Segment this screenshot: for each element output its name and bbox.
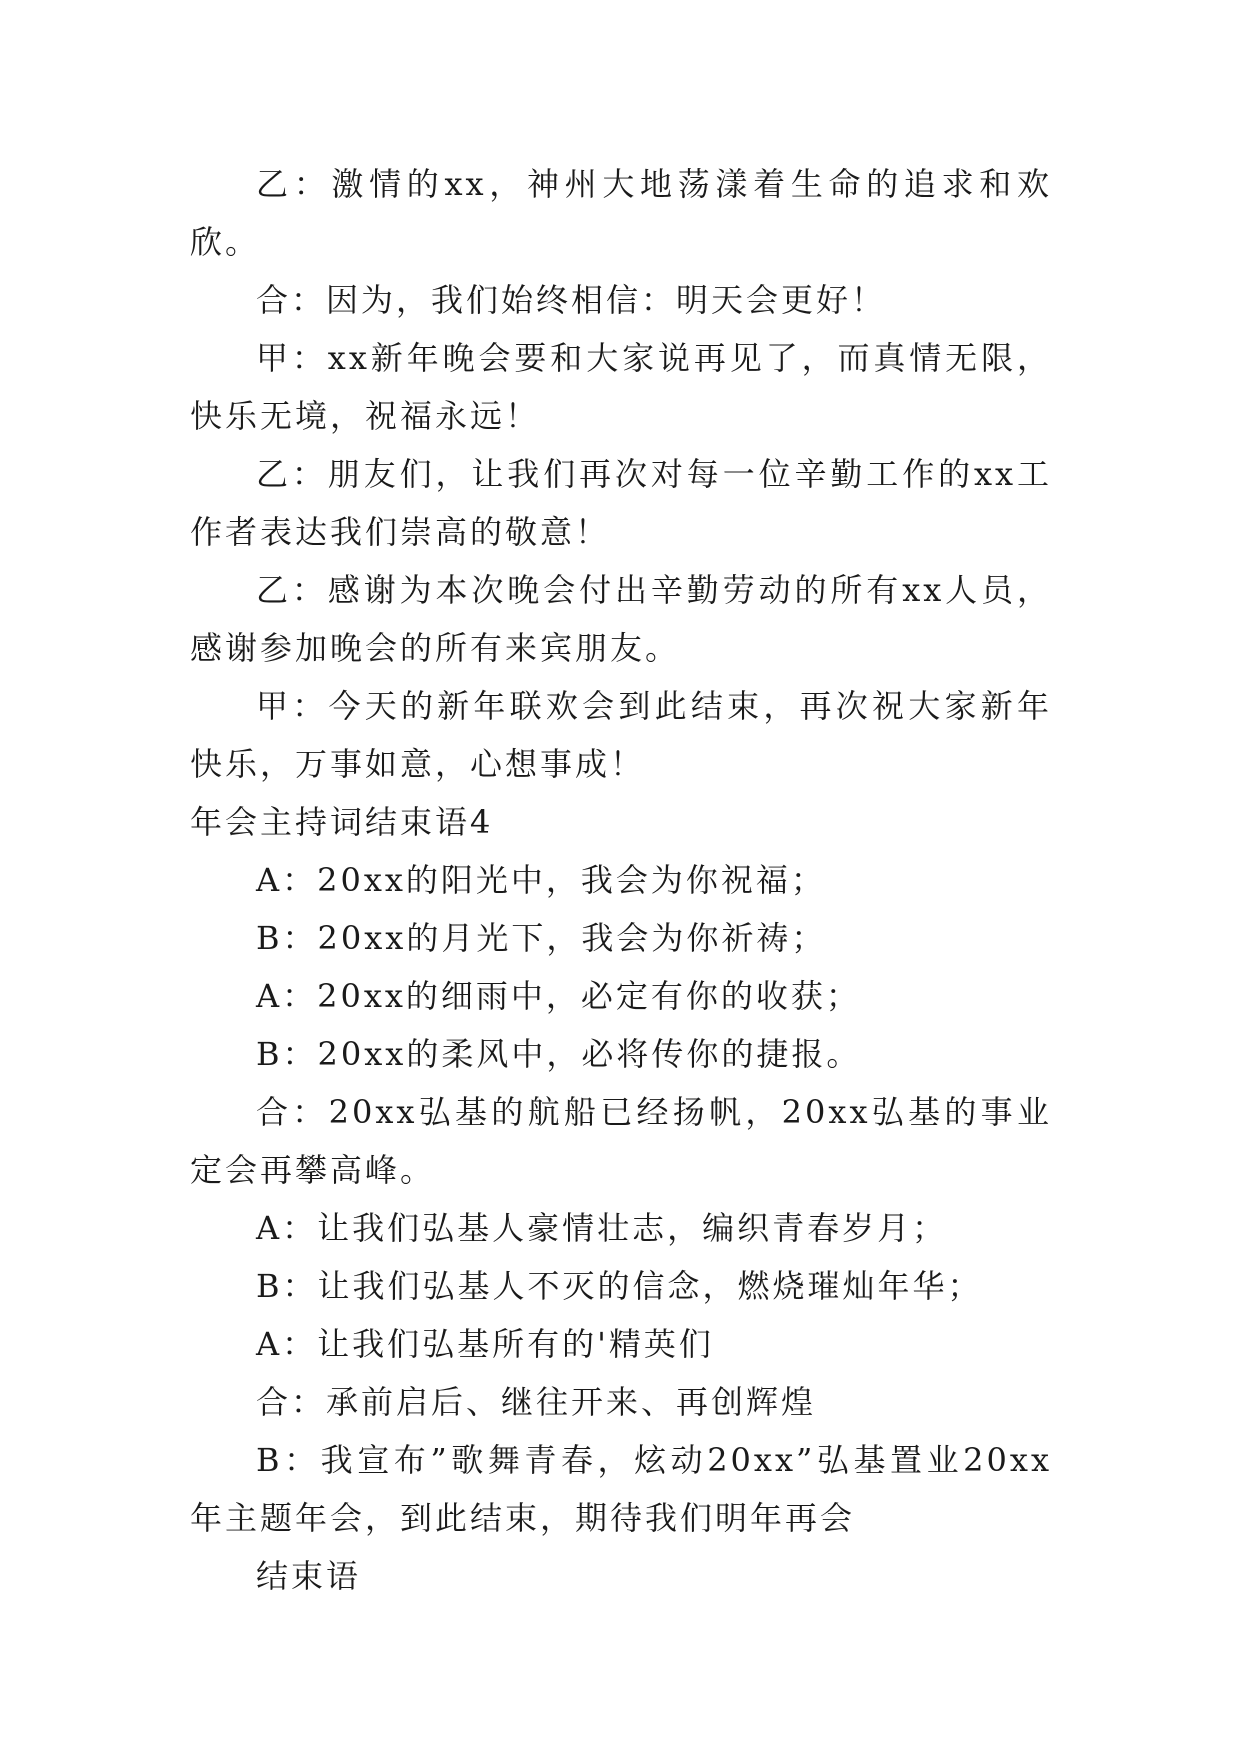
paragraph: B：20xx的柔风中，必将传你的捷报。: [256, 1035, 862, 1073]
paragraph: 合：20xx弘基的航船已经扬帆，20xx弘基的事业定会再攀高峰。: [190, 1093, 1052, 1189]
document-body: [190, 155, 1052, 1605]
paragraph: A：让我们弘基人豪情壮志，编织青春岁月；: [256, 1209, 948, 1247]
paragraph: A：20xx的阳光中，我会为你祝福；: [256, 861, 826, 899]
paragraph: 合：承前启后、继往开来、再创辉煌: [256, 1383, 817, 1421]
paragraph: A：20xx的细雨中，必定有你的收获；: [256, 977, 861, 1015]
paragraph: 甲：xx新年晚会要和大家说再见了，而真情无限，快乐无境，祝福永远！: [190, 339, 1052, 435]
section-heading: 年会主持词结束语4: [190, 803, 494, 841]
paragraph: 合：因为，我们始终相信：明天会更好！: [256, 281, 887, 319]
paragraph: B：让我们弘基人不灭的信念，燃烧璀灿年华；: [256, 1267, 983, 1305]
paragraph: 乙：感谢为本次晚会付出辛勤劳动的所有xx人员，感谢参加晚会的所有来宾朋友。: [190, 571, 1052, 667]
paragraph: 乙：激情的xx，神州大地荡漾着生命的追求和欢欣。: [190, 165, 1052, 261]
paragraph: 甲：今天的新年联欢会到此结束，再次祝大家新年快乐，万事如意，心想事成！: [190, 687, 1052, 783]
paragraph: B：我宣布”歌舞青春，炫动20xx”弘基置业20xx年主题年会，到此结束，期待我们明年再会: [190, 1441, 1052, 1537]
paragraph: A：让我们弘基所有的'精英们: [256, 1325, 714, 1363]
paragraph: B：20xx的月光下，我会为你祈祷；: [256, 919, 827, 957]
paragraph: 乙：朋友们，让我们再次对每一位辛勤工作的xx工作者表达我们崇高的敬意！: [190, 455, 1052, 551]
paragraph: 结束语: [256, 1557, 362, 1595]
